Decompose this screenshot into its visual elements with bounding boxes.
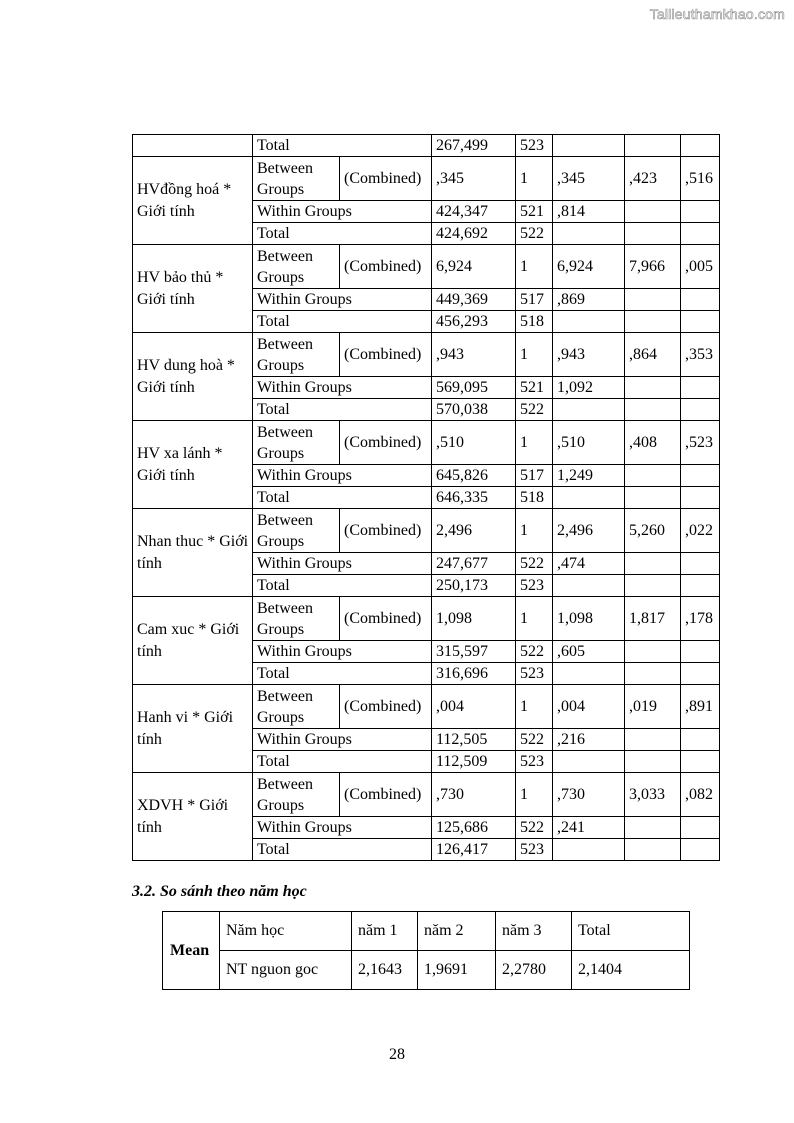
variable-cell: HV dung hoà * Giới tính xyxy=(133,333,253,421)
sig-cell xyxy=(681,201,720,223)
source-label-cell: Within Groups xyxy=(253,729,432,751)
df-cell: 522 xyxy=(516,641,553,663)
sig-cell xyxy=(681,135,720,157)
between-groups-row xyxy=(133,509,720,553)
mean-label: Mean xyxy=(163,912,220,990)
sig-cell xyxy=(681,575,720,597)
between-groups-row xyxy=(133,245,720,289)
f-cell xyxy=(625,223,681,245)
combined-cell: (Combined) xyxy=(340,421,432,465)
mean-square-cell: 2,496 xyxy=(553,509,625,553)
mean-square-cell: ,216 xyxy=(553,729,625,751)
mean-square-cell xyxy=(553,663,625,685)
mean-header-cell: năm 3 xyxy=(496,912,572,951)
sig-cell xyxy=(681,839,720,861)
mean-header-cell: năm 2 xyxy=(418,912,496,951)
mean-value-cell: 2,1643 xyxy=(352,951,418,990)
df-cell: 523 xyxy=(516,575,553,597)
sum-of-squares-cell: 316,696 xyxy=(432,663,516,685)
variable-cell xyxy=(133,135,253,157)
mean-square-cell xyxy=(553,135,625,157)
mean-square-cell: ,510 xyxy=(553,421,625,465)
df-cell: 521 xyxy=(516,201,553,223)
combined-cell: (Combined) xyxy=(340,157,432,201)
source-label-cell: Total xyxy=(253,135,432,157)
mean-square-cell: ,345 xyxy=(553,157,625,201)
source-label-cell: Between Groups xyxy=(253,509,340,553)
mean-square-cell xyxy=(553,487,625,509)
df-cell: 1 xyxy=(516,421,553,465)
sum-of-squares-cell: 267,499 xyxy=(432,135,516,157)
anova-table xyxy=(132,134,720,861)
sum-of-squares-cell: 125,686 xyxy=(432,817,516,839)
between-groups-row xyxy=(133,685,720,729)
mean-square-cell: ,943 xyxy=(553,333,625,377)
sig-cell xyxy=(681,377,720,399)
f-cell: 3,033 xyxy=(625,773,681,817)
f-cell xyxy=(625,663,681,685)
df-cell: 523 xyxy=(516,839,553,861)
df-cell: 522 xyxy=(516,729,553,751)
df-cell: 523 xyxy=(516,751,553,773)
sig-cell xyxy=(681,399,720,421)
sum-of-squares-cell: 250,173 xyxy=(432,575,516,597)
source-label-cell: Total xyxy=(253,751,432,773)
combined-cell: (Combined) xyxy=(340,245,432,289)
f-cell xyxy=(625,575,681,597)
f-cell xyxy=(625,201,681,223)
sig-cell xyxy=(681,641,720,663)
sum-of-squares-cell: 424,347 xyxy=(432,201,516,223)
combined-cell: (Combined) xyxy=(340,597,432,641)
variable-cell: Hanh vi * Giới tính xyxy=(133,685,253,773)
mean-table xyxy=(162,911,690,990)
sum-of-squares-cell: 449,369 xyxy=(432,289,516,311)
f-cell xyxy=(625,751,681,773)
mean-square-cell: ,241 xyxy=(553,817,625,839)
source-label-cell: Total xyxy=(253,575,432,597)
sig-cell xyxy=(681,289,720,311)
sum-of-squares-cell: 112,509 xyxy=(432,751,516,773)
mean-table-header-row xyxy=(163,912,690,951)
sum-of-squares-cell: ,730 xyxy=(432,773,516,817)
section-heading: 3.2. So sánh theo năm học xyxy=(132,883,307,900)
sig-cell: ,178 xyxy=(681,597,720,641)
f-cell xyxy=(625,817,681,839)
variable-cell: XDVH * Giới tính xyxy=(133,773,253,861)
mean-value-cell: NT nguon goc xyxy=(220,951,352,990)
sig-cell xyxy=(681,729,720,751)
between-groups-row xyxy=(133,597,720,641)
df-cell: 522 xyxy=(516,817,553,839)
mean-header-cell: năm 1 xyxy=(352,912,418,951)
mean-square-cell: ,004 xyxy=(553,685,625,729)
f-cell: ,423 xyxy=(625,157,681,201)
mean-square-cell: 1,092 xyxy=(553,377,625,399)
variable-cell: HV bảo thủ * Giới tính xyxy=(133,245,253,333)
combined-cell: (Combined) xyxy=(340,773,432,817)
sig-cell xyxy=(681,311,720,333)
f-cell xyxy=(625,135,681,157)
df-cell: 518 xyxy=(516,311,553,333)
mean-square-cell xyxy=(553,311,625,333)
sig-cell: ,022 xyxy=(681,509,720,553)
variable-cell: HVđồng hoá * Giới tính xyxy=(133,157,253,245)
sig-cell xyxy=(681,223,720,245)
df-cell: 1 xyxy=(516,685,553,729)
source-label-cell: Between Groups xyxy=(253,421,340,465)
mean-value-cell: 2,2780 xyxy=(496,951,572,990)
source-label-cell: Within Groups xyxy=(253,817,432,839)
source-label-cell: Within Groups xyxy=(253,553,432,575)
source-label-cell: Between Groups xyxy=(253,245,340,289)
sum-of-squares-cell: 646,335 xyxy=(432,487,516,509)
sum-of-squares-cell: ,510 xyxy=(432,421,516,465)
sum-of-squares-cell: 569,095 xyxy=(432,377,516,399)
source-label-cell: Total xyxy=(253,399,432,421)
sum-of-squares-cell: 112,505 xyxy=(432,729,516,751)
df-cell: 523 xyxy=(516,663,553,685)
sig-cell xyxy=(681,663,720,685)
f-cell xyxy=(625,839,681,861)
mean-square-cell xyxy=(553,399,625,421)
f-cell: ,019 xyxy=(625,685,681,729)
sum-of-squares-cell: 570,038 xyxy=(432,399,516,421)
df-cell: 517 xyxy=(516,289,553,311)
df-cell: 523 xyxy=(516,135,553,157)
mean-square-cell: 1,098 xyxy=(553,597,625,641)
source-label-cell: Total xyxy=(253,663,432,685)
sum-of-squares-cell: 1,098 xyxy=(432,597,516,641)
source-label-cell: Between Groups xyxy=(253,685,340,729)
f-cell xyxy=(625,377,681,399)
mean-table-value-row xyxy=(163,951,690,990)
source-label-cell: Within Groups xyxy=(253,465,432,487)
sig-cell: ,005 xyxy=(681,245,720,289)
f-cell xyxy=(625,399,681,421)
df-cell: 522 xyxy=(516,553,553,575)
between-groups-row xyxy=(133,421,720,465)
df-cell: 1 xyxy=(516,773,553,817)
f-cell: 7,966 xyxy=(625,245,681,289)
sig-cell: ,353 xyxy=(681,333,720,377)
sum-of-squares-cell: 424,692 xyxy=(432,223,516,245)
combined-cell: (Combined) xyxy=(340,685,432,729)
sig-cell xyxy=(681,817,720,839)
sig-cell: ,082 xyxy=(681,773,720,817)
mean-square-cell xyxy=(553,223,625,245)
source-label-cell: Between Groups xyxy=(253,333,340,377)
df-cell: 521 xyxy=(516,377,553,399)
sig-cell: ,523 xyxy=(681,421,720,465)
mean-value-cell: 1,9691 xyxy=(418,951,496,990)
mean-square-cell: ,605 xyxy=(553,641,625,663)
f-cell xyxy=(625,465,681,487)
f-cell: ,864 xyxy=(625,333,681,377)
mean-square-cell: 6,924 xyxy=(553,245,625,289)
between-groups-row xyxy=(133,333,720,377)
sig-cell xyxy=(681,553,720,575)
between-groups-row xyxy=(133,773,720,817)
mean-value-cell: 2,1404 xyxy=(572,951,690,990)
sum-of-squares-cell: ,345 xyxy=(432,157,516,201)
mean-header-cell: Năm học xyxy=(220,912,352,951)
sig-cell: ,891 xyxy=(681,685,720,729)
variable-cell: HV xa lánh * Giới tính xyxy=(133,421,253,509)
source-label-cell: Within Groups xyxy=(253,377,432,399)
f-cell xyxy=(625,289,681,311)
source-label-cell: Between Groups xyxy=(253,597,340,641)
mean-square-cell: ,730 xyxy=(553,773,625,817)
watermark: Tailieuthamkhao.com xyxy=(649,6,785,22)
mean-square-cell xyxy=(553,839,625,861)
between-groups-row xyxy=(133,157,720,201)
mean-square-cell: ,869 xyxy=(553,289,625,311)
sig-cell xyxy=(681,487,720,509)
source-label-cell: Total xyxy=(253,487,432,509)
variable-cell: Cam xuc * Giới tính xyxy=(133,597,253,685)
df-cell: 518 xyxy=(516,487,553,509)
f-cell xyxy=(625,641,681,663)
mean-square-cell xyxy=(553,575,625,597)
source-label-cell: Within Groups xyxy=(253,201,432,223)
mean-square-cell: ,474 xyxy=(553,553,625,575)
f-cell xyxy=(625,729,681,751)
combined-cell: (Combined) xyxy=(340,333,432,377)
df-cell: 1 xyxy=(516,509,553,553)
f-cell xyxy=(625,553,681,575)
f-cell: ,408 xyxy=(625,421,681,465)
source-label-cell: Total xyxy=(253,223,432,245)
f-cell: 5,260 xyxy=(625,509,681,553)
source-label-cell: Total xyxy=(253,839,432,861)
combined-cell: (Combined) xyxy=(340,509,432,553)
source-label-cell: Between Groups xyxy=(253,157,340,201)
sum-of-squares-cell: 126,417 xyxy=(432,839,516,861)
mean-square-cell: 1,249 xyxy=(553,465,625,487)
page-number: 28 xyxy=(389,1046,405,1063)
df-cell: 1 xyxy=(516,157,553,201)
sum-of-squares-cell: 645,826 xyxy=(432,465,516,487)
source-label-cell: Between Groups xyxy=(253,773,340,817)
sum-of-squares-cell: 6,924 xyxy=(432,245,516,289)
df-cell: 517 xyxy=(516,465,553,487)
df-cell: 1 xyxy=(516,333,553,377)
source-label-cell: Total xyxy=(253,311,432,333)
sum-of-squares-cell: 247,677 xyxy=(432,553,516,575)
f-cell xyxy=(625,487,681,509)
sum-of-squares-cell: 456,293 xyxy=(432,311,516,333)
df-cell: 1 xyxy=(516,245,553,289)
sum-of-squares-cell: ,004 xyxy=(432,685,516,729)
sig-cell xyxy=(681,751,720,773)
df-cell: 522 xyxy=(516,223,553,245)
df-cell: 1 xyxy=(516,597,553,641)
source-label-cell: Within Groups xyxy=(253,289,432,311)
mean-square-cell xyxy=(553,751,625,773)
mean-header-cell: Total xyxy=(572,912,690,951)
sum-of-squares-cell: 315,597 xyxy=(432,641,516,663)
f-cell: 1,817 xyxy=(625,597,681,641)
sig-cell xyxy=(681,465,720,487)
sum-of-squares-cell: ,943 xyxy=(432,333,516,377)
sig-cell: ,516 xyxy=(681,157,720,201)
sum-of-squares-cell: 2,496 xyxy=(432,509,516,553)
variable-cell: Nhan thuc * Giới tính xyxy=(133,509,253,597)
df-cell: 522 xyxy=(516,399,553,421)
source-label-cell: Within Groups xyxy=(253,641,432,663)
mean-square-cell: ,814 xyxy=(553,201,625,223)
total-row xyxy=(133,135,720,157)
f-cell xyxy=(625,311,681,333)
